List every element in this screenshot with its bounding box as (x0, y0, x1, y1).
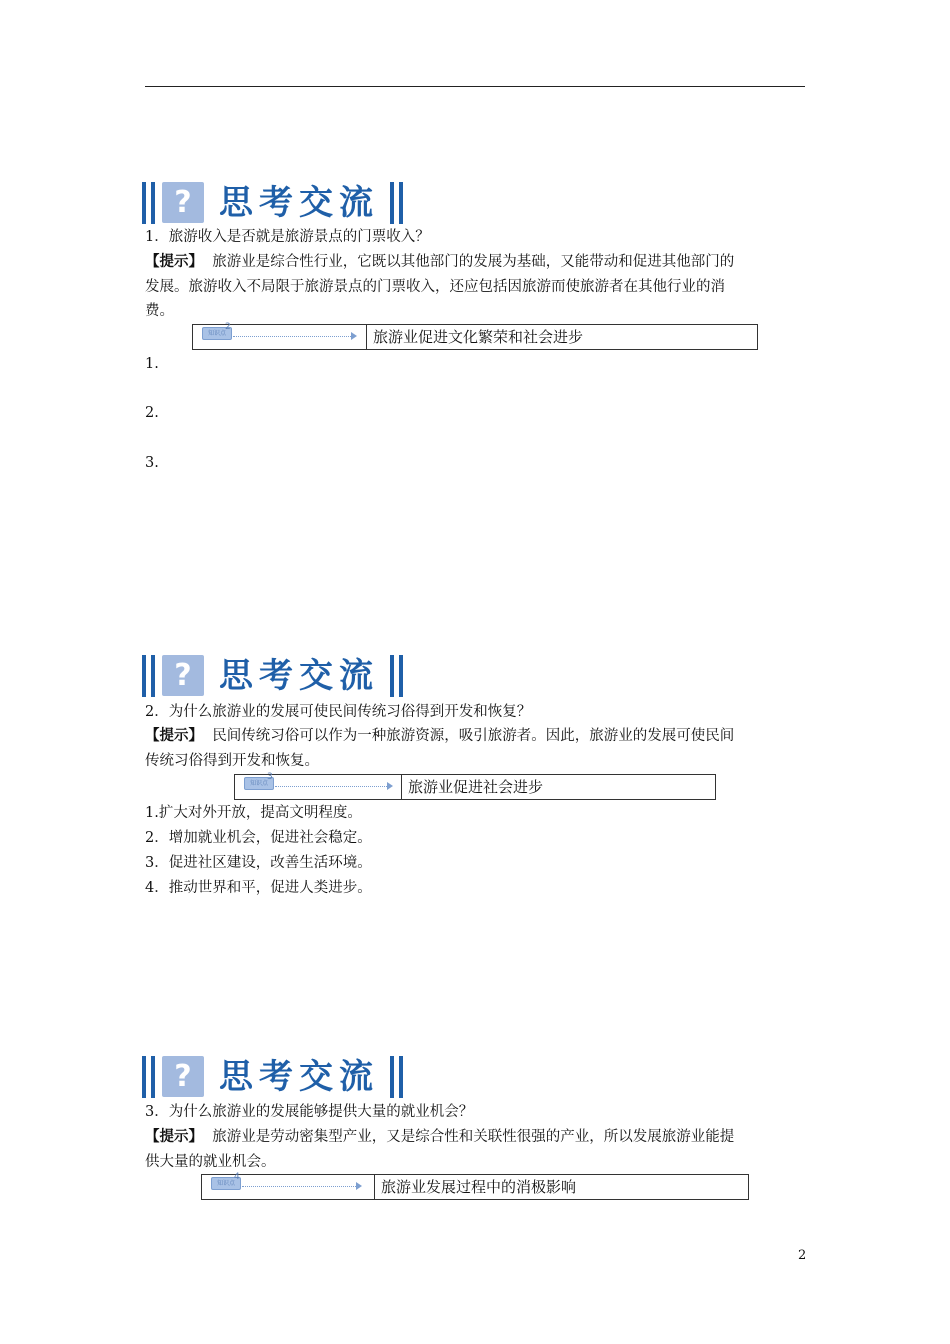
header-bar-left-inner (151, 1056, 155, 1098)
header-bar-right-outer (399, 1056, 403, 1098)
header-bar-right-outer (399, 655, 403, 697)
arrow-right-icon (387, 782, 393, 790)
knowledge-point-tag: 知识点 (211, 1177, 241, 1190)
list-item-1: 1.扩大对外开放，提高文明程度。 (145, 805, 362, 821)
knowledge-point-4-box (201, 1174, 749, 1200)
question-2: 2．为什么旅游业的发展可使民间传统习俗得到开发和恢复？ (145, 704, 532, 720)
hint-label: 【提示】 (145, 1128, 203, 1145)
hint-label: 【提示】 (145, 727, 203, 744)
hint-1-line-2: 发展。旅游收入不局限于旅游景点的门票收入，还应包括因旅游而使旅游者在其他行业的消 (145, 279, 725, 295)
section-header-title: 思考交流 (219, 656, 379, 696)
knowledge-point-title: 旅游业发展过程中的消极影响 (381, 1178, 577, 1196)
question-3: 3．为什么旅游业的发展能够提供大量的就业机会？ (145, 1104, 474, 1120)
list-item-4: 4．推动世界和平，促进人类进步。 (145, 880, 372, 896)
knowledge-point-number: 2 (225, 322, 231, 332)
section-header-title: 思考交流 (219, 183, 379, 223)
knowledge-point-2-box (192, 324, 758, 350)
hint-3-line-2: 供大量的就业机会。 (145, 1154, 276, 1170)
header-bar-right-outer (399, 182, 403, 224)
question-1: 1．旅游收入是否就是旅游景点的门票收入？ (145, 229, 430, 245)
header-bar-left-inner (151, 182, 155, 224)
arrow-right-icon (356, 1182, 362, 1190)
header-rule (145, 86, 805, 87)
hint-text: 民间传统习俗可以作为一种旅游资源，吸引旅游者。因此，旅游业的发展可使民间 (212, 728, 735, 744)
hint-label: 【提示】 (145, 253, 203, 270)
knowledge-point-3-box (234, 774, 716, 800)
question-mark-icon: ? (162, 1056, 204, 1097)
list-item-2: 2．增加就业机会，促进社会稳定。 (145, 830, 372, 846)
header-bar-left-inner (151, 655, 155, 697)
blank-item-1: 1. (145, 356, 159, 372)
knowledge-point-tag: 知识点 (244, 777, 274, 790)
knowledge-point-title: 旅游业促进社会进步 (408, 778, 544, 796)
knowledge-point-number: 3 (267, 772, 273, 782)
hint-1-line-1 (145, 250, 805, 274)
hint-text: 旅游业是综合性行业，它既以其他部门的发展为基础，又能带动和促进其他部门的 (212, 254, 735, 270)
hint-2-line-2: 传统习俗得到开发和恢复。 (145, 753, 319, 769)
question-mark-icon: ? (162, 655, 204, 696)
blank-item-3: 3. (145, 455, 159, 471)
header-bar-left-outer (142, 1056, 146, 1098)
header-bar-left-outer (142, 655, 146, 697)
page-number: 2 (798, 1248, 807, 1263)
dotted-arrow-line (242, 1186, 356, 1187)
question-mark-icon: ? (162, 182, 204, 223)
dotted-arrow-line (275, 786, 387, 787)
hint-2-line-1 (145, 724, 805, 748)
hint-3-line-1 (145, 1125, 805, 1149)
header-bar-right-inner (390, 1056, 394, 1098)
knowledge-point-tag: 知识点 (202, 327, 232, 340)
hint-text: 旅游业是劳动密集型产业，又是综合性和关联性很强的产业，所以发展旅游业能提 (212, 1129, 735, 1145)
section-header-title: 思考交流 (219, 1057, 379, 1097)
arrow-right-icon (351, 332, 357, 340)
knowledge-point-title: 旅游业促进文化繁荣和社会进步 (373, 328, 584, 346)
header-bar-right-inner (390, 655, 394, 697)
knowledge-point-number: 4 (234, 1172, 240, 1182)
blank-item-2: 2. (145, 405, 159, 421)
list-item-3: 3．促进社区建设，改善生活环境。 (145, 855, 372, 871)
dotted-arrow-line (233, 336, 351, 337)
header-bar-right-inner (390, 182, 394, 224)
header-bar-left-outer (142, 182, 146, 224)
hint-1-line-3: 费。 (145, 303, 174, 319)
